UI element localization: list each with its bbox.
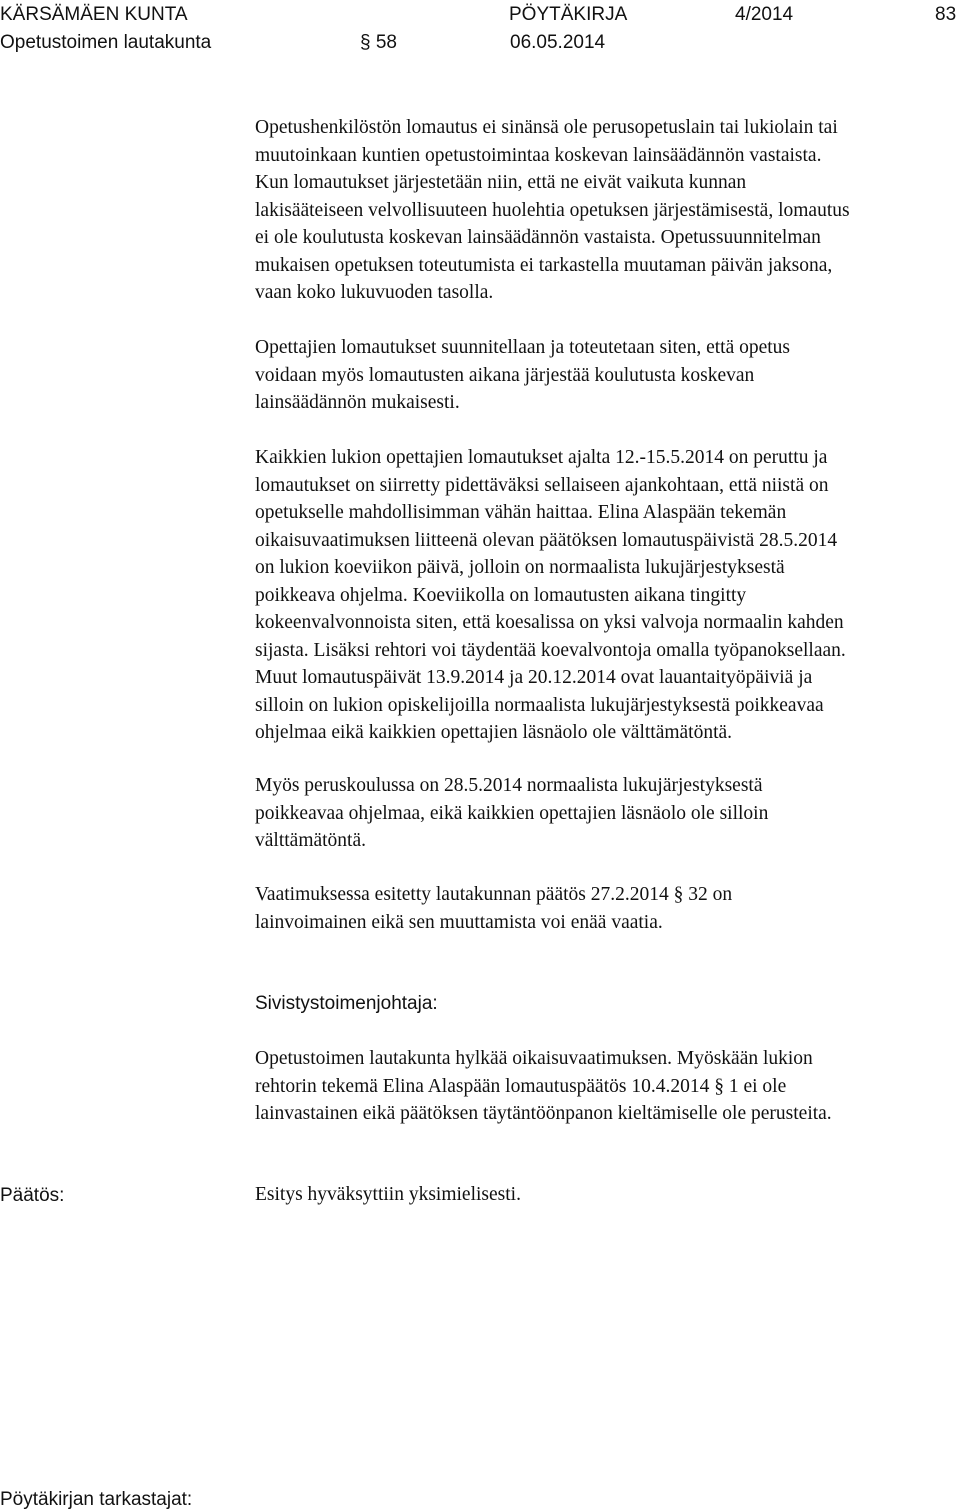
committee-name: Opetustoimen lautakunta [0, 32, 212, 53]
reviewers-label: Pöytäkirjan tarkastajat: [0, 1489, 193, 1510]
proposal-label: Sivistystoimenjohtaja: [255, 993, 438, 1014]
body-paragraph-2 [255, 334, 955, 417]
body-paragraph-3 [255, 444, 955, 747]
body-paragraph-1 [255, 114, 955, 307]
paragraph-text: Kaikkien lukion opettajien lomautukset ajalta 12.-15.5.2014 on peruttu ja lomautukset on siirretty pidettäväksi sellaiseen ajankohtaan, että niistä on opetukselle mahdollisimman vähän haittaa. Elina Alaspään tekemän oikaisuvaatimuksen liitteenä olevan päätöksen lomautuspäivistä 28.5.2014 on lukion koeviikon päivä, jolloin on normaalista lukujärjestyksestä poikkeava ohjelma. Koeviikolla on lomautusten aikana tingitty kokeenvalvonnoista siten, että koesalissa on yksi valvoja normaalin kahden sijasta. Lisäksi rehtori voi täydentää koevalvontoja omalla työpanoksellaan. Muut lomautuspäivät 13.9.2014 ja 20.12.2014 ovat lauantaityöpäiviä ja silloin on lukion opiskelijoilla normaalista lukujärjestyksestä poikkeavaa ohjelmaa eikä kaikkien opettajien läsnäolo ole välttämätöntä. [255, 447, 846, 743]
paragraph-text: Vaatimuksessa esitetty lautakunnan päätös 27.2.2014 § 32 on lainvoimainen eikä sen muuttamista voi enää vaatia. [255, 884, 733, 933]
body-paragraph-5 [255, 881, 955, 936]
document-type: PÖYTÄKIRJA [509, 4, 628, 25]
proposal-text [255, 1045, 955, 1128]
decision-label: Päätös: [0, 1185, 65, 1206]
document-number: 4/2014 [735, 4, 794, 25]
section-number: § 58 [360, 32, 397, 53]
meeting-date: 06.05.2014 [510, 32, 606, 53]
paragraph-text: Opetustoimen lautakunta hylkää oikaisuvaatimuksen. Myöskään lukion rehtorin tekemä Elina Alaspään lomautuspäätös 10.4.2014 § 1 ei ole lainvastainen eikä päätöksen täytäntöönpanon kieltämiselle ole perusteita. [255, 1048, 832, 1124]
paragraph-text: Myös peruskoulussa on 28.5.2014 normaalista lukujärjestyksestä poikkeavaa ohjelmaa, eikä kaikkien opettajien läsnäolo ole silloin välttämätöntä. [255, 775, 769, 851]
municipality-name: KÄRSÄMÄEN KUNTA [0, 4, 188, 25]
body-paragraph-4 [255, 772, 955, 855]
decision-text: Esitys hyväksyttiin yksimielisesti. [255, 1184, 521, 1205]
paragraph-text: Opetushenkilöstön lomautus ei sinänsä ole perusopetuslain tai lukiolain tai muutoinkaan kuntien opetustoimintaa koskevan lainsäädännön vastaista. Kun lomautukset järjestetään niin, että ne eivät vaikuta kunnan lakisääteiseen velvollisuuteen huolehtia opetuksen järjestämisestä, lomautus ei ole koulutusta koskevan lainsäädännön vastaista. Opetussuunnitelman mukaisen opetuksen toteutumista ei tarkastella muutaman päivän jaksona, vaan koko lukuvuoden tasolla. [255, 117, 850, 303]
paragraph-text: Opettajien lomautukset suunnitellaan ja toteutetaan siten, että opetus voidaan myös lomautusten aikana järjestää koulutusta koskevan lainsäädännön mukaisesti. [255, 337, 791, 413]
page-number: 83 [935, 4, 957, 25]
